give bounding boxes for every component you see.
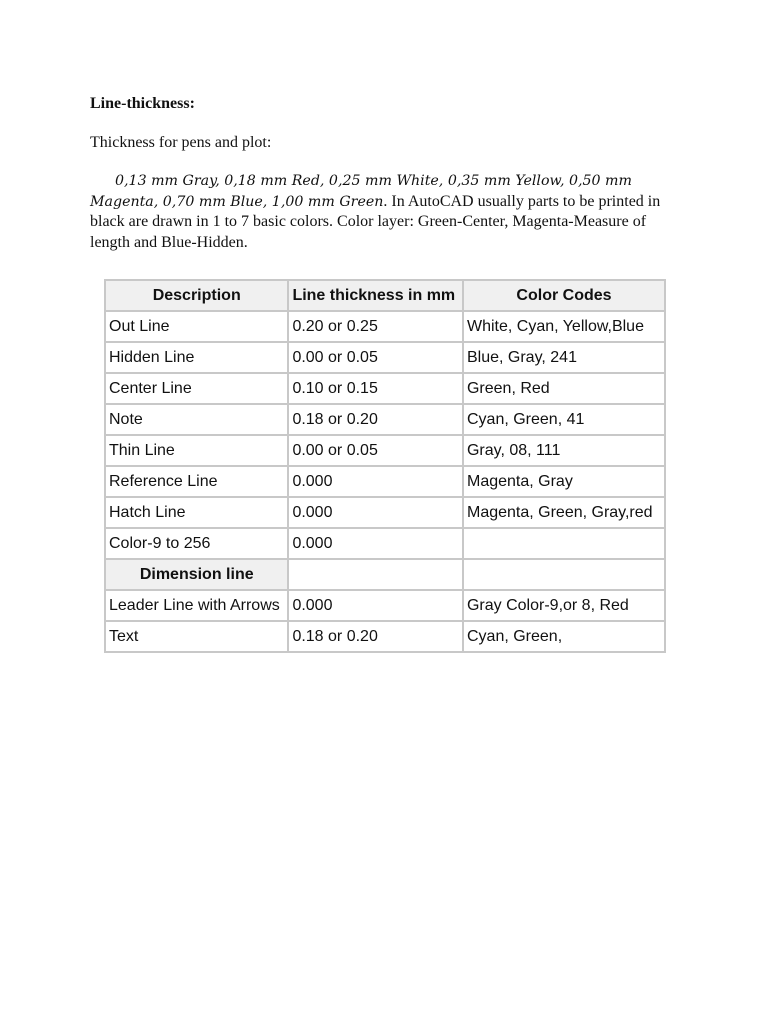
cell-thickness: 0.00 or 0.05 xyxy=(288,435,463,466)
line-thickness-table xyxy=(104,279,666,653)
cell-description: Text xyxy=(105,621,288,652)
cell-description: Center Line xyxy=(105,373,288,404)
cell-color-codes xyxy=(463,528,665,559)
cell-color-codes xyxy=(463,559,665,590)
cell-color-codes: Cyan, Green, xyxy=(463,621,665,652)
table-row xyxy=(105,497,665,528)
cell-color-codes: Magenta, Green, Gray,red xyxy=(463,497,665,528)
intro-text: Thickness for pens and plot: xyxy=(90,134,272,151)
cell-color-codes: White, Cyan, Yellow,Blue xyxy=(463,311,665,342)
cell-description: Hidden Line xyxy=(105,342,288,373)
table-section-row xyxy=(105,559,665,590)
cell-thickness: 0.00 or 0.05 xyxy=(288,342,463,373)
cell-thickness: 0.000 xyxy=(288,497,463,528)
cell-description: Hatch Line xyxy=(105,497,288,528)
table-row xyxy=(105,621,665,652)
paragraph-text: . In AutoCAD usually parts to be printed in black are drawn in 1 to 7 basic colors. Color layer: Green-Center, Magenta-Measure of length and Blue-Hidden. xyxy=(90,192,661,251)
cell-color-codes: Gray, 08, 111 xyxy=(463,435,665,466)
cell-thickness: 0.000 xyxy=(288,466,463,497)
header-description: Description xyxy=(105,280,288,311)
cell-color-codes: Gray Color-9,or 8, Red xyxy=(463,590,665,621)
table-row xyxy=(105,404,665,435)
header-line-thickness: Line thickness in mm xyxy=(288,280,463,311)
cell-thickness: 0.000 xyxy=(288,590,463,621)
table-row xyxy=(105,528,665,559)
cell-thickness: 0.18 or 0.20 xyxy=(288,404,463,435)
cell-description: Out Line xyxy=(105,311,288,342)
cell-description: Reference Line xyxy=(105,466,288,497)
table-row xyxy=(105,373,665,404)
cell-thickness: 0.10 or 0.15 xyxy=(288,373,463,404)
pen-thickness-list: 0,13 mm Gray, 0,18 mm Red, 0,25 mm White, 0,35 mm Yellow, 0,50 mm Magenta, 0,70 mm Blue, 1,00 mm Green xyxy=(90,173,632,210)
table-row xyxy=(105,435,665,466)
section-dimension-line: Dimension line xyxy=(105,559,288,590)
table-row xyxy=(105,342,665,373)
cell-description: Note xyxy=(105,404,288,435)
table-header-row xyxy=(105,280,665,311)
table-row xyxy=(105,590,665,621)
cell-description: Color-9 to 256 xyxy=(105,528,288,559)
cell-color-codes: Cyan, Green, 41 xyxy=(463,404,665,435)
cell-thickness: 0.18 or 0.20 xyxy=(288,621,463,652)
table-row xyxy=(105,466,665,497)
cell-color-codes: Green, Red xyxy=(463,373,665,404)
cell-description: Leader Line with Arrows xyxy=(105,590,288,621)
header-color-codes: Color Codes xyxy=(463,280,665,311)
cell-thickness xyxy=(288,559,463,590)
section-heading: Line-thickness: xyxy=(90,95,195,112)
cell-color-codes: Blue, Gray, 241 xyxy=(463,342,665,373)
cell-description: Thin Line xyxy=(105,435,288,466)
cell-color-codes: Magenta, Gray xyxy=(463,466,665,497)
table-row xyxy=(105,311,665,342)
cell-thickness: 0.20 or 0.25 xyxy=(288,311,463,342)
pen-colors-paragraph xyxy=(90,171,685,253)
cell-thickness: 0.000 xyxy=(288,528,463,559)
